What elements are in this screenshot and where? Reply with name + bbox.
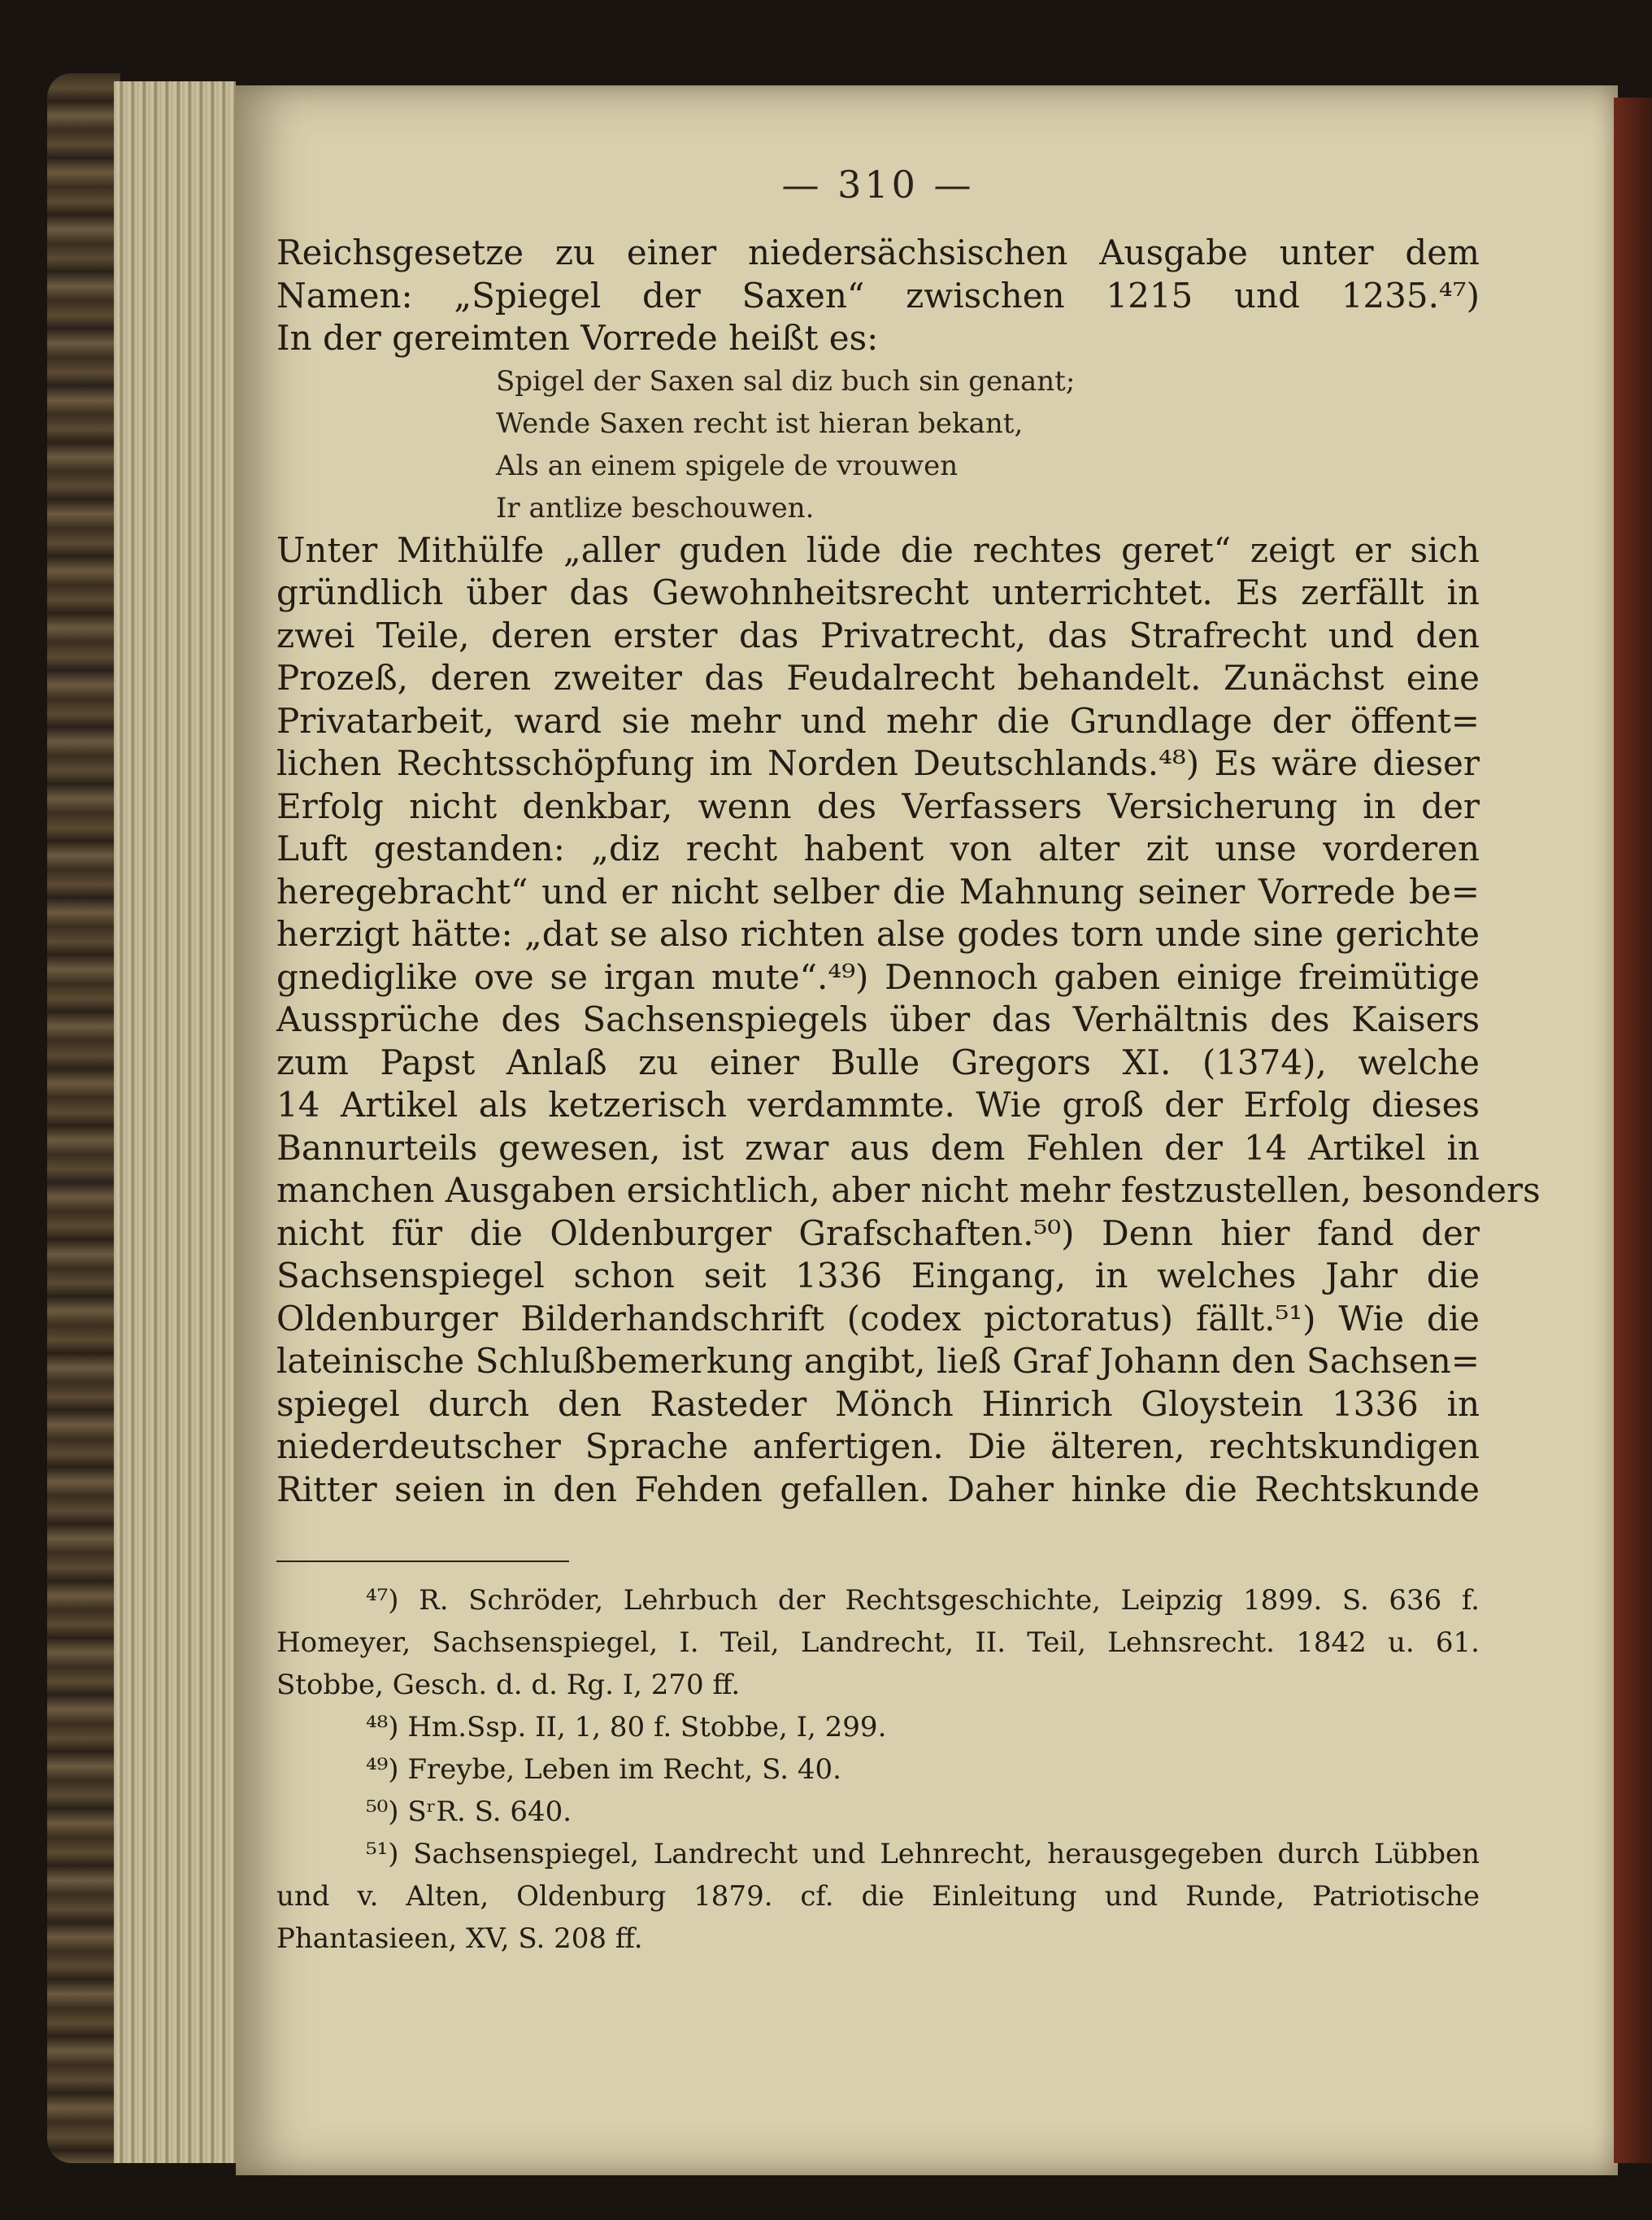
footnote-line: ⁵⁰) SʳR. S. 640.: [366, 1796, 572, 1828]
body-line: Unter Mithülfe „aller guden lüde die rechtes geret“ zeigt er sich: [276, 529, 1480, 570]
poem-line: Ir antlize beschouwen.: [496, 491, 815, 525]
body-line: 14 Artikel als ketzerisch verdammte. Wie groß der Erfolg dieses: [276, 1085, 1480, 1125]
body-line: Prozeß, deren zweiter das Feudalrecht behandelt. Zunächst eine: [276, 658, 1480, 698]
footnote-line: ⁴⁹) Freybe, Leben im Recht, S. 40.: [366, 1753, 841, 1786]
body-line: niederdeutscher Sprache anfertigen. Die älteren, rechtskundigen: [276, 1426, 1480, 1466]
body-line: heregebracht“ und er nicht selber die Mahnung seiner Vorrede be=: [276, 871, 1480, 912]
body-line: spiegel durch den Rasteder Mönch Hinrich Gloystein 1336 in: [276, 1383, 1480, 1424]
footnote-line: ⁵¹) Sachsenspiegel, Landrecht und Lehnrecht, herausgegeben durch Lübben: [366, 1838, 1480, 1870]
body-line: In der gereimten Vorrede heißt es:: [276, 318, 879, 358]
body-text: [276, 232, 1541, 1511]
page-number: — 310 —: [781, 163, 975, 207]
footnotes: [276, 1579, 1480, 1960]
footnote-divider: [276, 1561, 569, 1562]
body-line: Sachsenspiegel schon seit 1336 Eingang, in welches Jahr die: [276, 1256, 1480, 1295]
poem-line: Als an einem spigele de vrouwen: [496, 449, 959, 482]
footnote-line: Stobbe, Gesch. d. d. Rg. I, 270 ff.: [276, 1669, 741, 1701]
body-line: Bannurteils gewesen, ist zwar aus dem Fehlen der 14 Artikel in: [276, 1127, 1480, 1168]
footnote-line: und v. Alten, Oldenburg 1879. cf. die Einleitung und Runde, Patriotische: [276, 1880, 1480, 1913]
facing-page-edge: [1614, 98, 1652, 2163]
body-line: zwei Teile, deren erster das Privatrecht, das Strafrecht und den: [276, 615, 1480, 655]
body-line: Namen: „Spiegel der Saxen“ zwischen 1215 und 1235.⁴⁷): [276, 275, 1480, 316]
footnote-line: ⁴⁸) Hm.Ssp. II, 1, 80 f. Stobbe, I, 299.: [366, 1711, 887, 1743]
body-line: Reichsgesetze zu einer niedersächsischen Ausgabe unter dem: [276, 233, 1480, 272]
body-line: Ritter seien in den Fehden gefallen. Daher hinke die Rechtskunde: [276, 1469, 1480, 1509]
body-line: zum Papst Anlaß zu einer Bulle Gregors XI. (1374), welche: [276, 1042, 1480, 1082]
footnote-line: ⁴⁷) R. Schröder, Lehrbuch der Rechtsgeschichte, Leipzig 1899. S. 636 f.: [366, 1584, 1480, 1617]
body-line: Oldenburger Bilderhandschrift (codex pictoratus) fällt.⁵¹) Wie die: [276, 1298, 1480, 1339]
body-line: lichen Rechtsschöpfung im Norden Deutschlands.⁴⁸) Es wäre dieser: [276, 743, 1480, 783]
body-line: nicht für die Oldenburger Grafschaften.⁵⁰) Denn hier fand der: [276, 1212, 1480, 1253]
body-line: Privatarbeit, ward sie mehr und mehr die Grundlage der öffent=: [276, 700, 1480, 741]
page-edges: [114, 81, 236, 2163]
body-line: Erfolg nicht denkbar, wenn des Verfassers Versicherung in der: [276, 786, 1480, 826]
book-cover: [47, 73, 120, 2163]
body-line: Aussprüche des Sachsenspiegels über das Verhältnis des Kaisers: [276, 999, 1480, 1039]
poem-line: Wende Saxen recht ist hieran bekant,: [496, 407, 1024, 440]
body-line: gnediglike ove se irgan mute“.⁴⁹) Dennoch gaben einige freimütige: [276, 956, 1480, 997]
footnote-line: Phantasieen, XV, S. 208 ff.: [276, 1922, 643, 1955]
body-line: lateinische Schlußbemerkung angibt, ließ Graf Johann den Sachsen=: [276, 1341, 1480, 1381]
poem-line: Spigel der Saxen sal diz buch sin genant;: [496, 364, 1076, 398]
body-line: gründlich über das Gewohnheitsrecht unterrichtet. Es zerfällt in: [276, 572, 1480, 612]
body-line: herzigt hätte: „dat se also richten alse godes torn unde sine gerichte: [276, 914, 1480, 954]
body-line: manchen Ausgaben ersichtlich, aber nicht mehr festzustellen, besonders: [276, 1170, 1541, 1210]
footnote-line: Homeyer, Sachsenspiegel, I. Teil, Landrecht, II. Teil, Lehnsrecht. 1842 u. 61.: [276, 1626, 1480, 1659]
body-line: Luft gestanden: „diz recht habent von alter zit unse vorderen: [276, 829, 1480, 868]
